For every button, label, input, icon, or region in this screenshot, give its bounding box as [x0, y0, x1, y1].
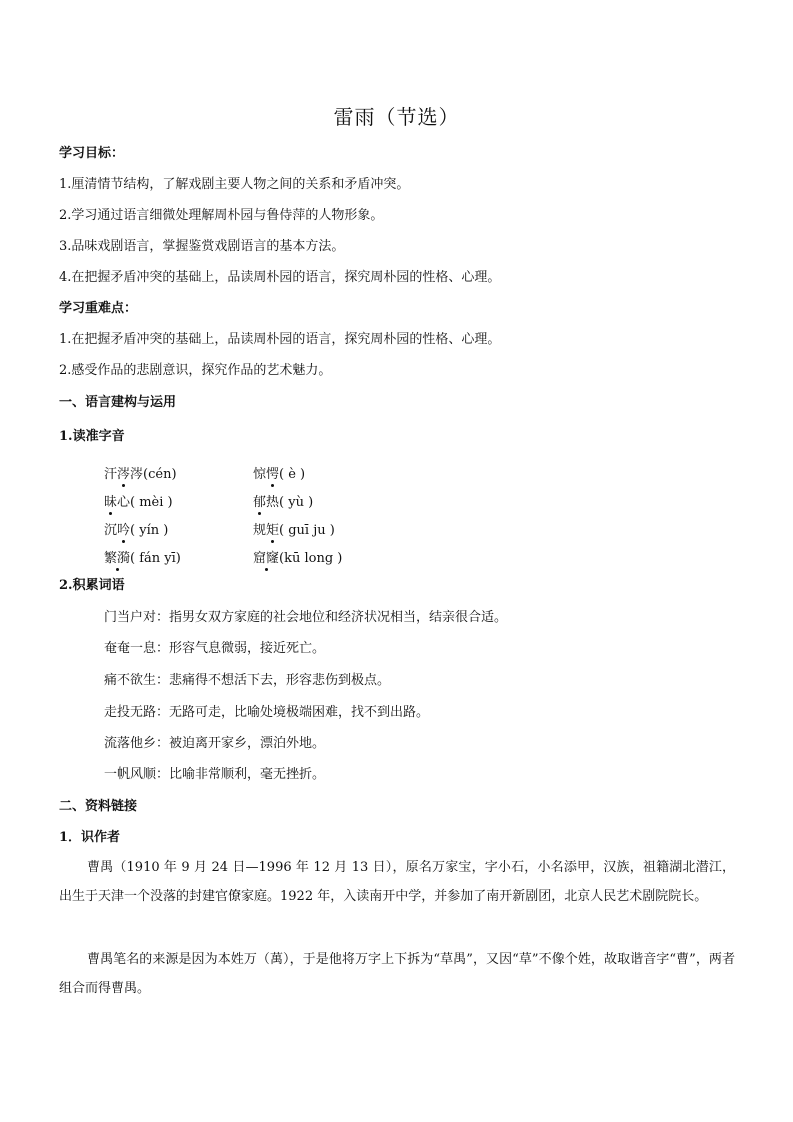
pronunciation-word: 郁热( yù ) — [253, 495, 314, 510]
vocab-item: 一帆风顺：比喻非常顺利，毫无挫折。 — [104, 767, 326, 782]
pronunciation-word: 沉吟( yín ) — [104, 523, 169, 538]
pronunciation-word: 惊愕( è ) — [253, 467, 306, 482]
pronunciation-word: 汗涔涔(cén) — [104, 467, 177, 482]
vocab-item: 奄奄一息：形容气息微弱，接近死亡。 — [104, 641, 326, 656]
pen-name-paragraph: 曹禺笔名的来源是因为本姓万（萬），于是他将万字上下拆为“草禺”，又因“草”不像个姓，故取谐音字“曹”，两者组合而得曹禺。 — [59, 952, 735, 996]
emphasis-char: 矩 — [266, 523, 280, 538]
objective-item: 3.品味戏剧语言，掌握鉴赏戏剧语言的基本方法。 — [59, 239, 345, 254]
vocab-item: 门当户对：指男女双方家庭的社会地位和经济状况相当，结亲很合适。 — [104, 610, 508, 625]
objective-item: 1.厘清情节结构，了解戏剧主要人物之间的关系和矛盾冲突。 — [59, 177, 410, 192]
objective-item: 4.在把握矛盾冲突的基础上，品读周朴园的语言，探究周朴园的性格、心理。 — [59, 270, 501, 285]
pronunciation-word: 昧心( mèi ) — [104, 495, 173, 510]
vocab-item: 走投无路：无路可走，比喻处境极端困难，找不到出路。 — [104, 705, 430, 720]
pronunciation-word: 繁漪( fán yī) — [104, 551, 181, 566]
document-title: 雷雨（节选） — [333, 105, 460, 129]
emphasis-char: 吟 — [117, 523, 131, 538]
author-paragraph: 曹禺（1910 年 9 月 24 日—1996 年 12 月 13 日），原名万家宝，字小石，小名添甲，汉族，祖籍湖北潜江，出生于天津一个没落的封建官僚家庭。1922 年，入读南开中学，并参加了南开新剧团，北京人民艺术剧院院长。 — [59, 860, 735, 904]
emphasis-char: 昧 — [104, 495, 118, 510]
emphasis-char: 郁 — [253, 495, 267, 510]
section2-heading: 二、资料链接 — [59, 799, 138, 814]
emphasis-char: 繁漪 — [104, 551, 131, 566]
key-points-heading: 学习重难点： — [59, 301, 138, 316]
key-point-item: 2.感受作品的悲剧意识，探究作品的艺术魅力。 — [59, 363, 332, 378]
section1-heading: 一、语言建构与运用 — [59, 395, 177, 410]
pronunciation-heading: 1.读准字音 — [59, 429, 125, 444]
pronunciation-word: 窟窿(kū long ) — [253, 551, 343, 566]
vocab-heading: 2.积累词语 — [59, 578, 125, 593]
emphasis-char: 愕 — [266, 467, 280, 482]
vocab-item: 流落他乡：被迫离开家乡，漂泊外地。 — [104, 736, 326, 751]
objective-item: 2.学习通过语言细微处理解周朴园与鲁侍萍的人物形象。 — [59, 208, 384, 223]
vocab-item: 痛不欲生：悲痛得不想活下去，形容悲伤到极点。 — [104, 673, 391, 688]
emphasis-char: 涔 — [117, 467, 131, 482]
author-heading: 1．识作者 — [59, 830, 121, 845]
emphasis-char: 窟窿 — [253, 551, 280, 566]
key-point-item: 1.在把握矛盾冲突的基础上，品读周朴园的语言，探究周朴园的性格、心理。 — [59, 332, 501, 347]
objectives-heading: 学习目标： — [59, 146, 125, 161]
pronunciation-word: 规矩( guī ju ) — [253, 523, 335, 538]
